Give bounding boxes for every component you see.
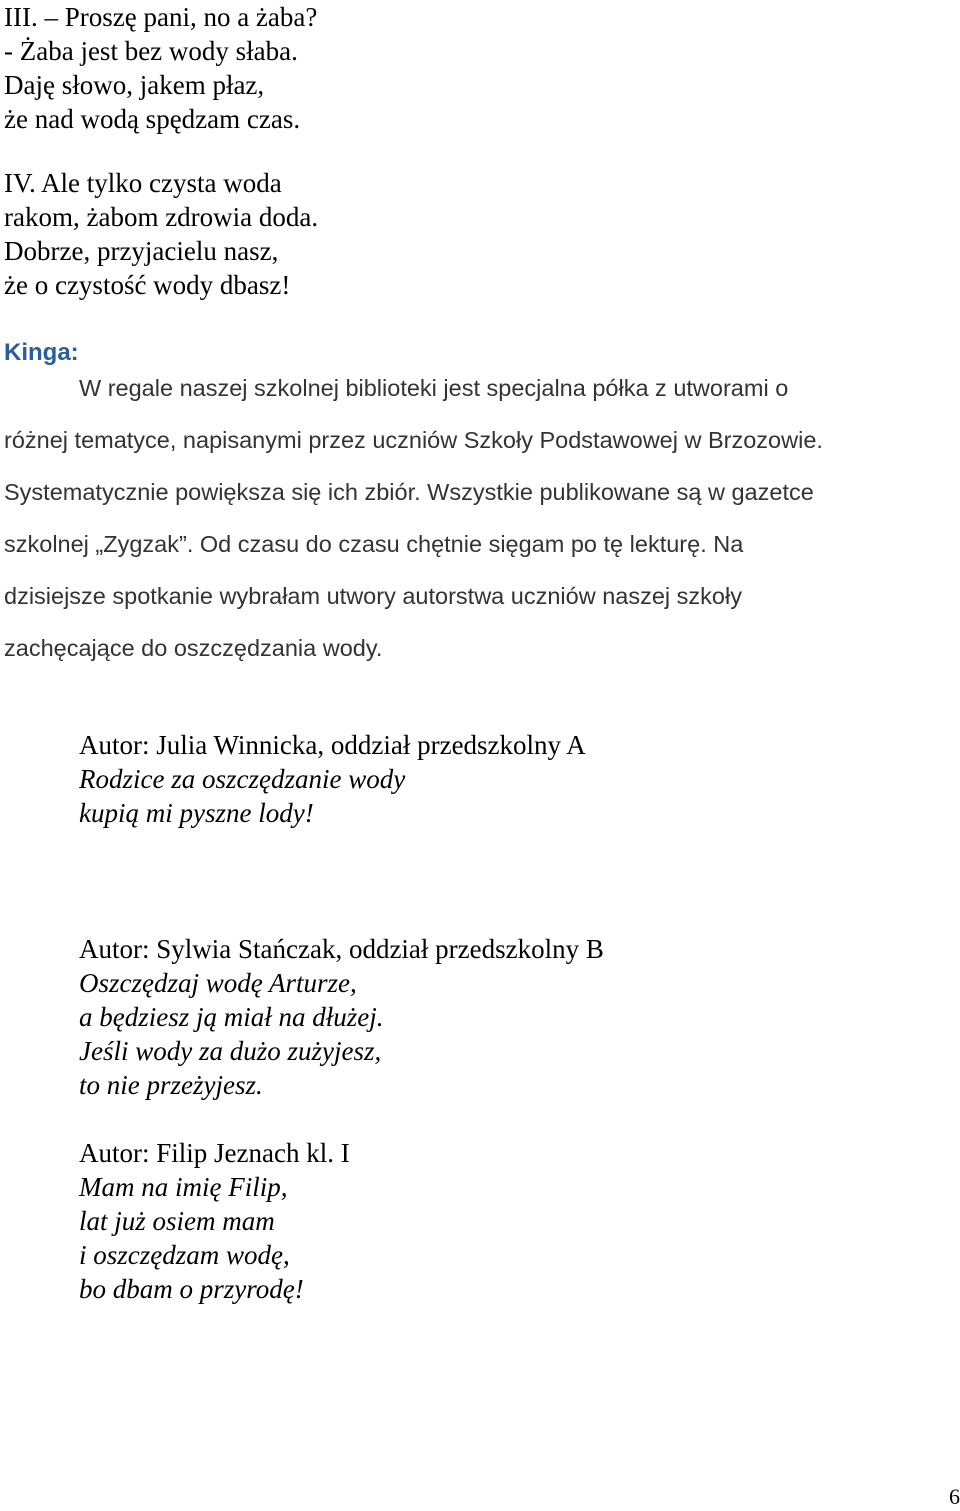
poem-line: i oszczędzam wodę,: [79, 1240, 290, 1270]
stanza-iv: [4, 166, 318, 302]
paragraph-line: szkolnej „Zygzak”. Od czasu do czasu chętnie sięgam po tę lekturę. Na: [4, 531, 744, 557]
stanza-iii: [4, 0, 317, 136]
paragraph-line: różnej tematyce, napisanymi przez uczniów Szkoły Podstawowej w Brzozowie.: [4, 427, 823, 453]
stanza-line: IV. Ale tylko czysta woda: [4, 168, 282, 198]
poem-line: Mam na imię Filip,: [79, 1172, 288, 1202]
stanza-line: Dobrze, przyjacielu nasz,: [4, 236, 279, 266]
stanza-line: rakom, żabom zdrowia doda.: [4, 202, 319, 232]
poem-line: Oszczędzaj wodę Arturze,: [79, 968, 357, 998]
paragraph-line: W regale naszej szkolnej biblioteki jest specjalna półka z utworami o: [79, 375, 789, 401]
page-number: 6: [949, 1484, 960, 1509]
paragraph-line: zachęcające do oszczędzania wody.: [4, 635, 383, 661]
poem-line: kupią mi pyszne lody!: [79, 798, 314, 828]
stanza-line: Daję słowo, jakem płaz,: [4, 70, 265, 100]
speaker-label: Kinga:: [4, 339, 79, 366]
poem-line: Rodzice za oszczędzanie wody: [79, 764, 406, 794]
poem-sylwia-stanczak: [79, 932, 604, 1102]
poem-author: Autor: Sylwia Stańczak, oddział przedszkolny B: [79, 934, 604, 964]
poem-author: Autor: Julia Winnicka, oddział przedszkolny A: [79, 730, 586, 760]
stanza-line: że o czystość wody dbasz!: [4, 270, 291, 300]
poem-author: Autor: Filip Jeznach kl. I: [79, 1138, 350, 1168]
poem-line: to nie przeżyjesz.: [79, 1070, 263, 1100]
stanza-line: - Żaba jest bez wody słaba.: [4, 36, 298, 66]
paragraph-line: Systematycznie powiększa się ich zbiór. Wszystkie publikowane są w gazetce: [4, 479, 814, 505]
poem-julia-winnicka: [79, 728, 586, 830]
poem-filip-jeznach: [79, 1136, 350, 1306]
poem-line: a będziesz ją miał na dłużej.: [79, 1002, 384, 1032]
stanza-line: III. – Proszę pani, no a żaba?: [4, 2, 318, 32]
poem-line: Jeśli wody za dużo zużyjesz,: [79, 1036, 382, 1066]
stanza-line: że nad wodą spędzam czas.: [4, 104, 301, 134]
poem-line: lat już osiem mam: [79, 1206, 275, 1236]
intro-paragraph: [4, 368, 960, 680]
poem-line: bo dbam o przyrodę!: [79, 1274, 304, 1304]
paragraph-line: dzisiejsze spotkanie wybrałam utwory autorstwa uczniów naszej szkoły: [4, 583, 742, 609]
